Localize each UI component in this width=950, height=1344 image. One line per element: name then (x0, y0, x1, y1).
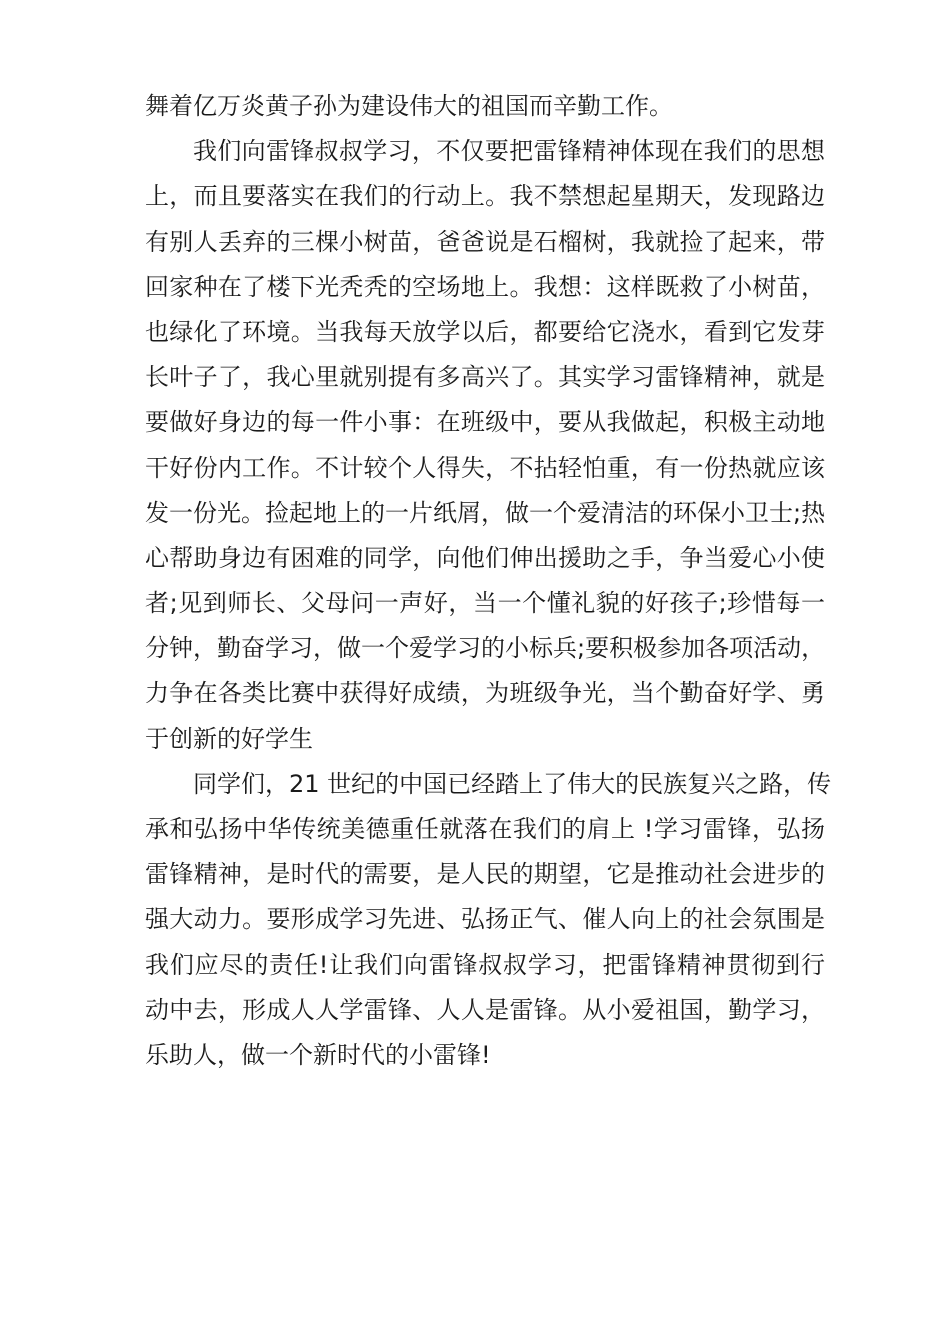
text-line: 干好份内工作。不计较个人得失，不拈轻怕重，有一份热就应该 (145, 453, 825, 482)
paragraph-3 (145, 762, 832, 1078)
text-line: 长叶子了，我心里就别提有多高兴了。其实学习雷锋精神，就是 (145, 363, 825, 392)
text-line: 我们向雷锋叔叔学习，不仅要把雷锋精神体现在我们的思想 (193, 137, 825, 166)
text-line: 要做好身边的每一件小事：在班级中，要从我做起，积极主动地 (145, 408, 825, 437)
document-body (145, 84, 832, 1078)
text-line: 心帮助身边有困难的同学，向他们伸出援助之手，争当爱心小使 (145, 543, 825, 572)
text-line: 同学们，21 世纪的中国已经踏上了伟大的民族复兴之路，传 (193, 769, 832, 798)
text-line: 乐助人，做一个新时代的小雷锋! (145, 1040, 491, 1069)
text-line: 上，而且要落实在我们的行动上。我不禁想起星期天，发现路边 (145, 182, 825, 211)
text-line: 承和弘扬中华传统美德重任就落在我们的肩上 !学习雷锋，弘扬 (145, 815, 825, 843)
text-line: 舞着亿万炎黄子孙为建设伟大的祖国而辛勤工作。 (145, 92, 673, 120)
text-line: 力争在各类比赛中获得好成绩，为班级争光，当个勤奋好学、勇 (145, 679, 825, 708)
text-line: 强大动力。要形成学习先进、弘扬正气、催人向上的社会氛围是 (145, 905, 825, 934)
text-line: 于创新的好学生 (145, 724, 313, 753)
paragraph-2 (145, 129, 825, 762)
paragraph-1 (145, 84, 825, 129)
text-line: 有别人丢弃的三棵小树苗，爸爸说是石榴树，我就捡了起来，带 (145, 227, 825, 256)
text-line: 分钟，勤奋学习，做一个爱学习的小标兵;要积极参加各项活动， (145, 634, 826, 663)
text-line: 动中去，形成人人学雷锋、人人是雷锋。从小爱祖国，勤学习， (145, 995, 825, 1024)
text-line: 我们应尽的责任!让我们向雷锋叔叔学习，把雷锋精神贯彻到行 (145, 950, 825, 979)
text-line: 发一份光。捡起地上的一片纸屑，做一个爱清洁的环保小卫士;热 (145, 498, 826, 527)
text-line: 者;见到师长、父母问一声好，当一个懂礼貌的好孩子;珍惜每一 (145, 589, 825, 618)
text-line: 雷锋精神，是时代的需要，是人民的期望，它是推动社会进步的 (145, 860, 825, 889)
text-line: 回家种在了楼下光秃秃的空场地上。我想：这样既救了小树苗， (145, 272, 825, 301)
text-line: 也绿化了环境。当我每天放学以后，都要给它浇水，看到它发芽 (145, 317, 825, 346)
